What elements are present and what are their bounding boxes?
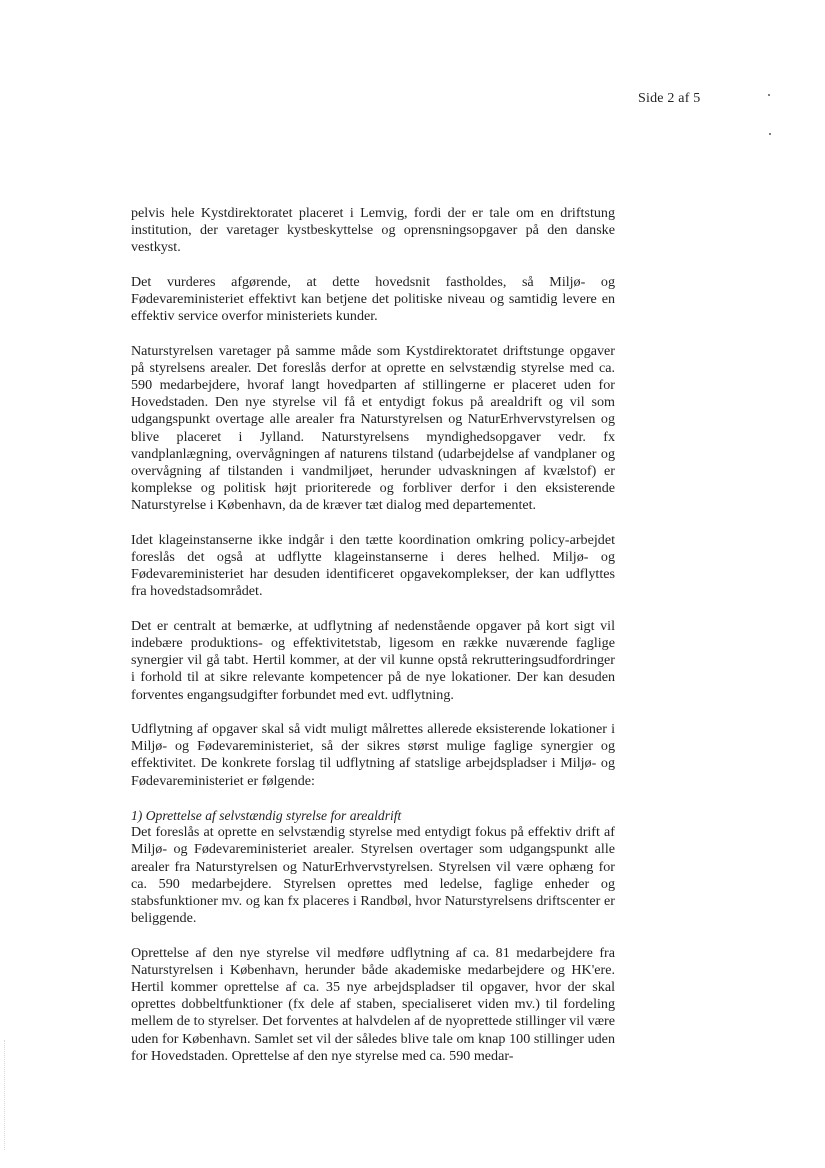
section-heading: 1) Oprettelse af selvstændig styrelse for arealdrift <box>131 808 402 824</box>
paragraph: Oprettelse af den nye styrelse vil medføre udflytning af ca. 81 medarbejdere fra Naturstyrelsen i København, herunder både akademiske medarbejdere og HK'ere. Hertil kommer oprettelse af ca. 35 nye arbejdspladser til opgaver, hvor der skal oprettes dobbeltfunktioner (fx dele af staben, specialiseret viden mv.) til fordeling mellem de to styrelser. Det forventes at halvdelen af de nyoprettede stillinger vil være uden for København. Samlet set vil der således blive tale om knap 100 stillinger uden for Hovedstaden. Oprettelse af den nye styrelse med ca. 590 medar- <box>131 944 615 1064</box>
paragraph: Idet klageinstanserne ikke indgår i den tætte koordination omkring policy-arbejdet foreslås det også at udflytte klageinstanserne i deres helhed. Miljø- og Fødevareministeriet har desuden identificeret opgavekomplekser, der kan udflyttes fra hovedstadsområdet. <box>131 531 615 600</box>
paragraph: Det er centralt at bemærke, at udflytning af nedenstående opgaver på kort sigt vil indebære produktions- og effektivitetstab, ligesom en række nuværende faglige synergier vil gå tabt. Hertil kommer, at der vil kunne opstå rekrutteringsudfordringer i forhold til at sikre relevante kompetencer på de nye lokationer. Der kan desuden forventes engangsudgifter forbundet med evt. udflytning. <box>131 617 615 703</box>
page-number: Side 2 af 5 <box>638 91 701 106</box>
scan-speck <box>768 94 770 96</box>
paragraph: Det foreslås at oprette en selvstændig styrelse med entydigt fokus på effektiv drift af Miljø- og Fødevareministeriet arealer. Styrelsen overtager som udgangspunkt alle arealer fra Naturstyrelsen og NaturErhvervstyrelsen. Styrelsen vil være ophæng for ca. 590 medarbejdere. Styrelsen oprettes med ledelse, faglige enheder og stabsfunktioner mv. og kan fx placeres i Randbøl, hvor Naturstyrelsens driftscenter er beliggende. <box>131 824 615 927</box>
document-body <box>131 205 615 1065</box>
scan-speck <box>769 133 771 135</box>
paragraph: Udflytning af opgaver skal så vidt muligt målrettes allerede eksisterende lokationer i Miljø- og Fødevareministeriet, så der sikres størst mulige faglige synergier og effektivitet. De konkrete forslag til udflytning af statslige arbejdspladser i Miljø- og Fødevareministeriet er følgende: <box>131 721 615 789</box>
paragraph: Det vurderes afgørende, at dette hovedsnit fastholdes, så Miljø- og Fødevareministeriet effektivt kan betjene det politiske niveau og samtidig levere en effektiv service overfor ministeriets kunder. <box>131 273 615 325</box>
scan-margin-mark <box>4 1040 6 1150</box>
paragraph: pelvis hele Kystdirektoratet placeret i Lemvig, fordi der er tale om en driftstung institution, der varetager kystbeskyttelse og oprensningsopgaver på den danske vestkyst. <box>131 205 615 256</box>
paragraph: Naturstyrelsen varetager på samme måde som Kystdirektoratet driftstunge opgaver på styrelsens arealer. Det foreslås derfor at oprette en selvstændig styrelse med ca. 590 medarbejdere, hvoraf langt hovedparten af stillingerne er placeret uden for Hovedstaden. Den nye styrelse vil få et entydigt fokus på arealdrift og vil som udgangspunkt overtage alle arealer fra Naturstyrelsen og NaturErhvervstyrelsen og blive placeret i Jylland. Naturstyrelsens myndighedsopgaver vedr. fx vandplanlægning, overvågningen af naturens tilstand (udarbejdelse af vandplaner og overvågning af tilstanden i vandmiljøet, herunder udvaskningen af kvælstof) er komplekse og politisk højt prioriterede og forbliver derfor i den eksisterende Naturstyrelse i København, da de kræver tæt dialog med departementet. <box>131 342 615 514</box>
